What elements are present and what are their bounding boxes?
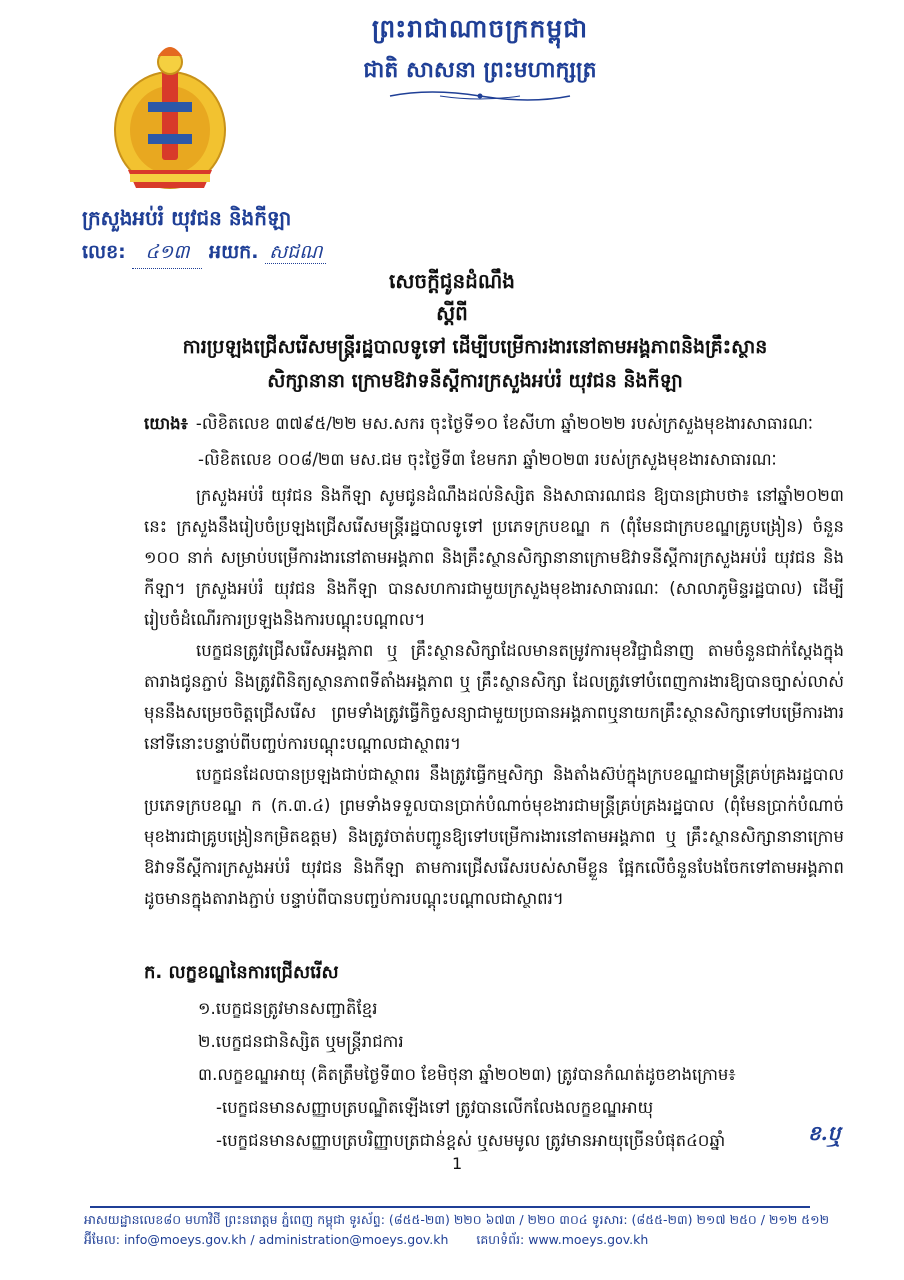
ref-number: ៤១៣ [132, 240, 202, 269]
reference-number-row [82, 240, 326, 269]
condition-item-2: ២.បេក្ខជនជានិស្សិត ឬមន្ត្រីរាជការ [198, 1032, 404, 1051]
condition-item-3: ៣.លក្ខខណ្ឌអាយុ (គិតត្រឹមថ្ងៃទី៣០ ខែមិថុនា ឆ្នាំ២០២៣) ត្រូវបានកំណត់ដូចខាងក្រោម៖ [198, 1065, 736, 1084]
references-label: យោង៖ [144, 414, 188, 433]
ref-label: លេខ: [82, 241, 126, 263]
subject-line-2: សិក្សានានា ក្រោមឱវាទនីស្តីការក្រសួងអប់រំ យុវជន និងកីឡា [267, 370, 683, 392]
reference-line-2: -លិខិតលេខ ០០៨/២៣ មស.ជម ចុះថ្ងៃទី៣ ខែមករា ឆ្នាំ២០២៣ របស់ក្រសួងមុខងារសាធារណៈ [198, 450, 777, 469]
paragraph-3: បេក្ខជនដែលបានប្រឡងជាប់ជាស្ថាពរ នឹងត្រូវធ្វើកម្មសិក្សា និងតាំងស៊ប់ក្នុងក្របខណ្ឌជាមន្ត្រីគ្រប់គ្រងរដ្ឋបាល ប្រភេទក្របខណ្ឌ ក (ក.៣.៤) ព្រមទាំងទទួលបានប្រាក់បំណាច់មុខងារជាមន្ត្រីគ្រប់គ្រងរដ្ឋបាល (ពុំមែនប្រាក់បំណាច់មុខងារជាគ្រូបង្រៀនកម្រិតឧត្តម) និងត្រូវចាត់បញ្ជូនឱ្យទៅបម្រើការងារនៅតាមអង្គភាព ឬ គ្រឹះស្ថានសិក្សានានាក្រោមឱវាទនីស្តីការក្រសួងអប់រំ យុវជន និងកីឡា តាមការជ្រើសរើសរបស់សាមីខ្លួន ផ្អែកលើចំនួនបែងចែកទៅតាមអង្គភាពដូចមានក្នុងតារាងភ្ជាប់ បន្ទាប់ពីបានបញ្ចប់ការបណ្តុះបណ្តាលជាស្ថាពរ។ [144, 765, 844, 908]
section-heading: ក. លក្ខខណ្ឌនៃការជ្រើសរើស [144, 962, 339, 983]
footer-divider [90, 1206, 810, 1208]
notice-subject [130, 330, 820, 398]
notice-about: ស្តីពី [436, 301, 468, 325]
ministry-name: ក្រសួងអប់រំ យុវជន និងកីឡា [82, 206, 292, 230]
footer-address: អាសយដ្ឋានលេខ៨០ មហាវិថី ព្រះនរោត្តម ភ្នំពេញ កម្ពុជា ទូរស័ព្ទ: (៨៥៥-២៣) ២២០ ៦៧៣ / ២២០ ៣០៤ ទូរសារ: (៨៥៥-២៣) ២១៧ ២៥០ / ២១២ ៥១២ [84, 1212, 830, 1227]
handwritten-initials: ខ.ឬ [808, 1121, 841, 1145]
condition-item-1: ១.បេក្ខជនត្រូវមានសញ្ជាតិខ្មែរ [198, 999, 378, 1018]
paragraph-2: បេក្ខជនត្រូវជ្រើសរើសអង្គភាព ឬ គ្រឹះស្ថានសិក្សាដែលមានតម្រូវការមុខវិជ្ជាជំនាញ តាមចំនួនជាក់ស្តែងក្នុងតារាងជូនភ្ជាប់ និងត្រូវពិនិត្យស្ថានភាពទីតាំងអង្គភាព ឬ គ្រឹះស្ថានសិក្សា ដែលត្រូវទៅបំពេញការងារឱ្យបានច្បាស់លាស់មុននឹងសម្រេចចិត្តជ្រើសរើស ព្រមទាំងត្រូវធ្វើកិច្ចសន្យាជាមួយប្រធានអង្គភាពឬនាយកគ្រឹះស្ថានសិក្សាទៅបម្រើការងារនៅទីនោះបន្ទាប់ពីបញ្ចប់ការបណ្តុះបណ្តាលជាស្ថាពរ។ [144, 641, 844, 753]
conditions-list [198, 992, 848, 1157]
ref-code: សជណ [265, 241, 326, 264]
references-block [144, 406, 844, 478]
website-label: គេហទំព័រ: [476, 1232, 525, 1247]
ministry-emblem-icon [108, 42, 232, 202]
body-text [144, 480, 844, 914]
email-link[interactable]: info@moeys.gov.kh / administration@moeys.gov.kh [123, 1232, 449, 1247]
national-motto: ជាតិ សាសនា ព្រះមហាក្សត្រ [363, 58, 597, 83]
ornament-divider-icon [380, 88, 580, 104]
reference-line-1: -លិខិតលេខ ៣៧៩៥/២២ មស.សករ ចុះថ្ងៃទី១០ ខែសីហា ឆ្នាំ២០២២ របស់ក្រសួងមុខងារសាធារណៈ [195, 414, 814, 433]
page-number: 1 [452, 1154, 463, 1173]
kingdom-title: ព្រះរាជាណាចក្រកម្ពុជា [371, 14, 589, 43]
email-label: អ៊ីមែល: [84, 1232, 120, 1247]
condition-subitem-1: -បេក្ខជនមានសញ្ញាបត្របណ្ឌិតឡើងទៅ ត្រូវបានលើកលែងលក្ខខណ្ឌអាយុ [216, 1098, 654, 1117]
subject-line-1: ការប្រឡងជ្រើសរើសមន្ត្រីរដ្ឋបាលទូទៅ ដើម្បីបម្រើការងារនៅតាមអង្គភាពនិងគ្រឹះស្ថាន [182, 336, 768, 358]
footer-contacts [84, 1232, 824, 1251]
condition-subitem-2: -បេក្ខជនមានសញ្ញាបត្របរិញ្ញាបត្រជាន់ខ្ពស់ ឬសមមូល ត្រូវមានអាយុច្រើនបំផុត៤០ឆ្នាំ [216, 1131, 726, 1150]
ref-suffix: អយក. [209, 241, 259, 263]
paragraph-1: ក្រសួងអប់រំ យុវជន និងកីឡា សូមជូនដំណឹងដល់និស្សិត និងសាធារណជន ឱ្យបានជ្រាបថា៖ នៅឆ្នាំ២០២៣ នេះ ក្រសួងនឹងរៀបចំប្រឡងជ្រើសរើសមន្ត្រីរដ្ឋបាលទូទៅ ប្រភេទក្របខណ្ឌ ក (ពុំមែនជាក្របខណ្ឌគ្រូបង្រៀន) ចំនួន ១០០ នាក់ សម្រាប់បម្រើការងារនៅតាមអង្គភាព និងគ្រឹះស្ថានសិក្សានានាក្រោមឱវាទនីស្តីការក្រសួងអប់រំ យុវជន និងកីឡា។ ក្រសួងអប់រំ យុវជន និងកីឡា បានសហការជាមួយក្រសួងមុខងារសាធារណៈ (សាលាភូមិន្ទរដ្ឋបាល) ដើម្បីរៀបចំដំណើរការប្រឡងនិងការបណ្តុះបណ្តាល។ [144, 486, 844, 629]
notice-title: សេចក្តីជូនដំណឹង [389, 269, 515, 293]
website-link[interactable]: www.moeys.gov.kh [528, 1232, 649, 1247]
